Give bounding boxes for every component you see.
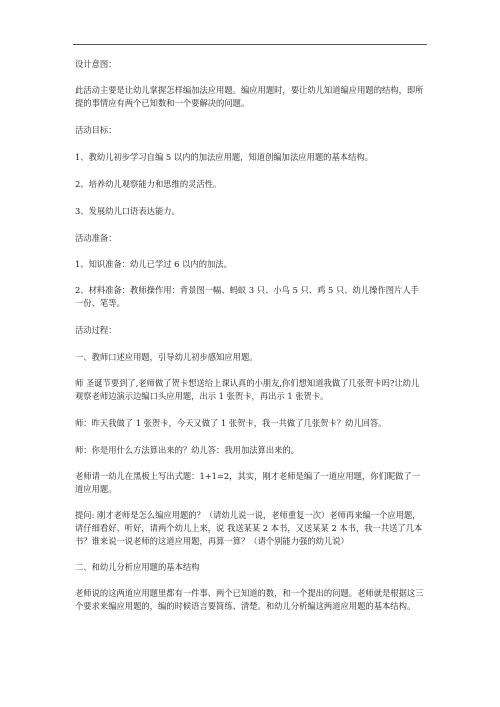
section-design-heading: 设计意图： — [75, 59, 117, 69]
prep-item-2: 2、材料准备：教师操作用：背景图一幅、蚂蚁 3 只、小鸟 5 只、鸡 5 只、幼儿操作图片人手一份、笔等。 — [75, 285, 419, 308]
goal-item-2: 2、培养幼儿观察能力和思维的灵活性。 — [75, 179, 222, 189]
header-rule — [73, 44, 427, 45]
step2-heading: 二、和幼儿分析应用题的基本结构 — [75, 562, 200, 572]
goal-item-1: 1、教幼儿初步学习自编 5 以内的加法应用题，知道创编加法应用题的基本结构。 — [75, 152, 373, 162]
goal-item-3: 3、发展幼儿口语表达能力。 — [75, 206, 180, 216]
step1-paragraph-5: 提问: 刚才老师是怎么编应用题的？（请幼儿说一说，老师重复一次）老师再来编一个应用题，请仔细看好、听好，请两个幼儿上来，说 我送某某 2 本书，又送某某 2 本书，我一共送了几本书？谁来说一说老师的这道应用题，再算一算？（请个别能力强的幼儿说） — [75, 510, 423, 546]
step1-paragraph-1: 师 圣诞节要到了,老师做了贺卡想送给上课认真的小朋友,你们想知道我做了几张贺卡吗?让幼儿观察老师边演示边编口头应用题，出示 1 张贺卡，再出示 1 张贺卡。 — [75, 378, 420, 401]
step1-paragraph-2: 师：昨天我做了 1 张贺卡，今天又做了 1 张贺卡，我一共做了几张贺卡？幼儿回答。 — [75, 418, 387, 428]
step1-heading: 一、教师口述应用题，引导幼儿初步感知应用题。 — [75, 352, 258, 362]
section-prep-heading: 活动准备： — [75, 233, 117, 243]
section-process-heading: 活动过程： — [75, 325, 117, 335]
step1-paragraph-4: 老师请一幼儿在黑板上写出式题：1+1=2，其实，刚才老师是编了一道应用题，你们昵做了一道应用题。 — [75, 471, 421, 494]
prep-item-1: 1、知识准备：幼儿已学过 6 以内的加法。 — [75, 259, 232, 269]
section-goals-heading: 活动目标： — [75, 125, 117, 135]
step2-paragraph: 老师说的这两道应用题里都有一件事、两个已知道的数，和一个提出的问题。老师就是根据这三个要求来编应用题的，编的时候语言要简练、清楚。和幼儿分析编这两道应用题的基本结构。 — [75, 588, 424, 611]
design-paragraph: 此活动主要是让幼儿掌握怎样编加法应用题。编应用题时，要让幼儿知道编应用题的结构，即所提的事情应有两个已知数和一个要解决的问题。 — [75, 85, 424, 108]
document-body — [75, 54, 427, 613]
step1-paragraph-3: 师：你是用什么方法算出来的？幼儿答：我用加法算出来的。 — [75, 445, 300, 455]
